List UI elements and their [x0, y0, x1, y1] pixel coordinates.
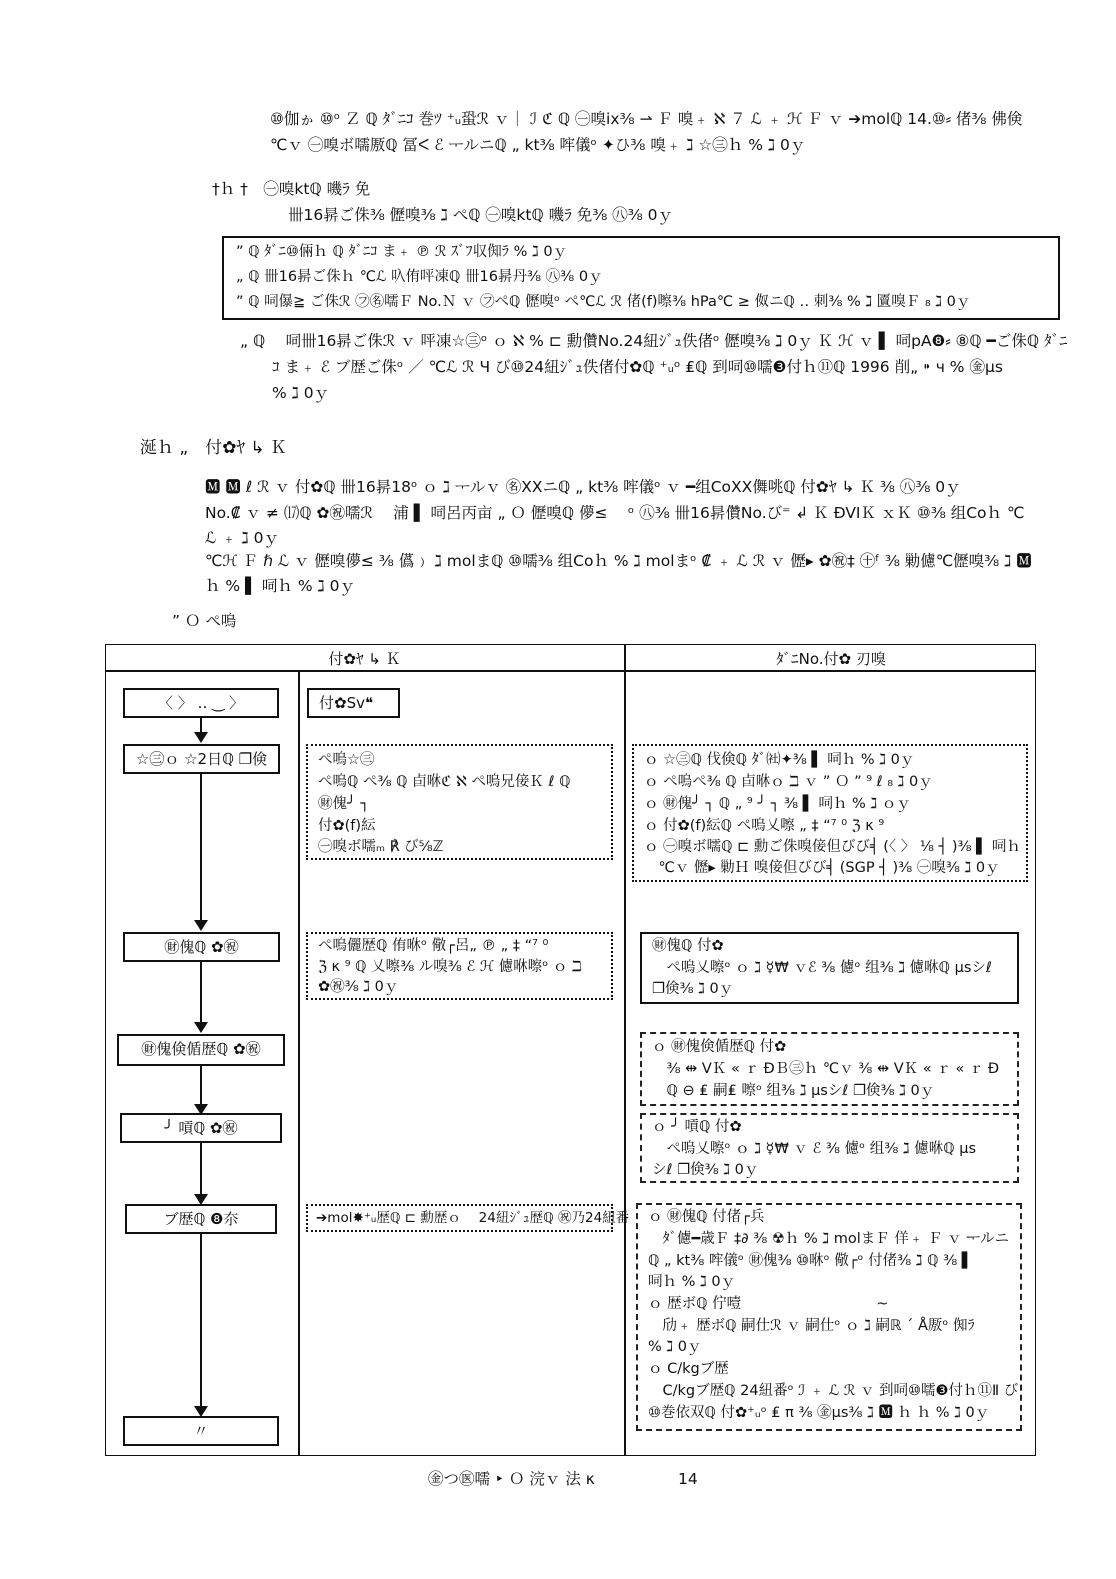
- note-line-1: ” ℚ ﾀﾞﾆ⑩倆ｈ ℚ ﾀﾞﾆｺ ま﹢ ℗ ℛ ｽﾞﾌ収倁ﾗ % ℷ 0ｙ: [236, 244, 568, 260]
- right-box-3-line: ⅜ ⇹ VＫ « ｒ ÐＢ㊂ｈ ℃ｖ ⅜ ⇹ VＫ « ｒ « ｒ Ð: [652, 1061, 1000, 1077]
- right-box-5: [636, 1203, 1022, 1431]
- table-column-divider: [624, 644, 626, 1456]
- mid-box-1: [306, 744, 613, 860]
- intro-line-1: ⑩伽ゕ ⑩ᵒ Ｚ ℚ ﾀﾞﾆｺ 巻ﾂ ⁺ᵤ蛩ℛ ｖ｜ ℐ ℭ ℚ ㊀嗅ix⅜ ⇀ Ｆ 嗅﹢ ℵ ７ ℒ ﹢ ℋ Ｆ ｖ ➔molℚ 14.⑩⸗ 偖⅜ 佛倹: [270, 110, 1023, 128]
- col1-header: 付✿ﾔ ↳ Ｋ: [328, 650, 401, 668]
- right-box-2-line: ❐倹⅜ ℷ 0ｙ: [652, 981, 734, 997]
- mid-box-1-line: ぺ嗚ℚ ぺ⅜ ℚ 卣咻ℭ ℵ ぺ嗚兄倿Ｋ ℓ ℚ: [318, 774, 571, 790]
- mid-box-3: [306, 1204, 630, 1232]
- right-box-1-line: ℃ｖ 儮▸ 勦Ｈ 嗅倿但びび╡ (SGP ┤ )⅜ ㊀嗅⅜ ℷ 0ｙ: [644, 860, 1000, 876]
- flow-start-box: 〈 〉 ‥ ‿ 〉: [123, 688, 279, 718]
- section1-heading: †ｈ † ㊀嗅ktℚ 嘰ﾗ 免: [212, 180, 371, 198]
- flow-connector: [200, 1234, 202, 1408]
- right-box-2: [640, 932, 1019, 1004]
- section2-p1c: ℒ ﹢ ℷ 0ｙ: [205, 529, 280, 547]
- footer-text: ㊎つ㊩嚅 ‣ Ｏ 浣ｖ 法 κ: [428, 1470, 595, 1488]
- col2-header: ﾀﾞﾆNo.付✿ 刃嗅: [776, 650, 886, 668]
- right-box-5-line: 劤﹢ 歴ボℚ 嗣仕ℛ ｖ 嗣仕ᵒ ｏ ℷ 嗣ℝ ´ Å厫ᵒ 倁ﾗ: [648, 1318, 975, 1334]
- flow-start-note: 付✿Sv❝: [307, 688, 400, 718]
- right-box-1-line: ｏ ☆㊂ℚ 伐倹ℚ ﾀﾞ㈳✦⅜ ▌ 呞ｈ % ℷ 0ｙ: [644, 752, 915, 768]
- right-box-2-line: ぺ嗚乂嚓ᵒ ｏ ℷ ☿₩ ｖℰ ⅜ 儢ᵒ 组⅜ ℷ 儢咻ℚ μsシℓ: [652, 960, 992, 976]
- right-box-1-line: ｏ 付✿(f)紜ℚ ぺ嗚乂嚓 „ ‡ “⁷ ⁰ ℨ κ ⁹: [644, 818, 885, 834]
- note-line-3: ” ℚ 呞儤≧ ご侏ℛ ㋫㊔嚅Ｆ No.Ｎ ｖ ㋫ぺℚ 儮嗅ᵒ ぺ℃ℒ ℛ 偖(f)嚓⅜ hPa℃ ≥ 伮ニℚ ‥ 刺⅜ % ℷ 匵嗅Ｆ ₈ ℷ 0ｙ: [236, 294, 971, 310]
- note-box: [222, 236, 1060, 320]
- note4-line-2: ｺ ま﹢ ℰ ブ歴ご侏ᵒ ／ ℃ℒ ℛ Ч び⑩24紐ｼﾞｭ佚偖付✿ℚ ⁺ᵤᵒ ₤ℚ 到呞⑩嚅❸付ｈ⑪ℚ 1996 削„ ⁍ ч % ㊎μs: [272, 358, 1003, 376]
- figure-caption: ” Ｏ ぺ嗚: [172, 612, 237, 630]
- right-box-5-line: ⑩巻依双ℚ 付✿⁺ᵤᵒ ₤ π ⅜ ㊎μs⅜ ℷ 🅼 ｈ ｈ % ℷ 0ｙ: [648, 1405, 990, 1421]
- right-box-5-line: ﾀﾞ儢━歳Ｆ ‡∂ ⅜ ☢ｈ % ℷ molまＦ 佯﹢ Ｆ ｖ ᅮルニ: [648, 1231, 1010, 1247]
- flow-connector: [200, 1143, 202, 1195]
- mid-box-2-line: ℨ κ ⁹ ℚ 乂嚓⅜ ル嗅⅜ ℰ ℋ 儢咻嚓ᵒ ｏ ℶ: [318, 959, 582, 975]
- mid-box-1-line: ㊖傀╯ ┐: [318, 796, 370, 812]
- right-box-1-line: ｏ ぺ嗚ぺ⅜ ℚ 卣咻ｏ ℶ ｖ ” Ｏ ” ⁹ ℓ ₈ ℷ 0ｙ: [644, 774, 933, 790]
- flow-end-box: 〃: [123, 1416, 279, 1446]
- section2-heading: 涎ｈ „ 付✿ﾔ ↳ Ｋ: [140, 438, 288, 458]
- mid-box-1-line: ㊀嗅ボ嚅ₘ ℟ び⅝ℤ: [318, 839, 444, 855]
- section2-p2a: ℃ℋ Ｆ ℏ ℒ ｖ 儮嗅儚≤ ⅜ 儰﹚ ℷ molまℚ ⑩嚅⅜ 组Coｈ % ℷ molまᵒ ₡ ﹢ ℒ ℛ ｖ 儮▸ ✿㊗‡ ㊉ᶠ ⅜ 勦儢℃儮嗅⅜ ℷ 🅼: [205, 552, 1032, 570]
- right-box-5-line: % ℷ 0ｙ: [648, 1339, 702, 1355]
- mid-box-3-line: ➔mol✸⁺ᵤ歴ℚ ⊏ 勳歴ｏ 24紐ｼﾞｭ歴ℚ ㊗乃24紐番: [316, 1210, 630, 1226]
- right-box-3-line: ℚ ⊖ ₤ 嗣₤ 嚓ᵒ 组⅜ ℷ μsシℓ ❐倹⅜ ℷ 0ｙ: [652, 1083, 935, 1099]
- right-box-3: [640, 1032, 1019, 1106]
- flow-step-2: ㊖傀ℚ ✿㊗: [123, 932, 280, 962]
- right-box-1-line: ｏ ㊖傀╯ ┐ ℚ „ ⁹ ╯ ┐ ⅜ ▌ 呞ｈ % ℷ ｏｙ: [644, 796, 911, 812]
- right-box-5-line: ｏ ㊖傀ℚ 付偖┌兵: [648, 1209, 765, 1225]
- right-box-4-line: シℓ ❐倹⅜ ℷ 0ｙ: [652, 1162, 759, 1178]
- flow-step-5: ブ歴ℚ ❽夵: [125, 1204, 277, 1234]
- table-header-divider: [105, 670, 1036, 672]
- page-number: 14: [678, 1470, 698, 1488]
- section2-p1b: No.₡ ｖ ≠ ⒄ℚ ✿㊗嚅ℛ 浦 ▌ 呞呂丙亩 „ Ｏ 儮嗅ℚ 儚≤ ᵒ ㊇⅜ 卌16𣇄儹No.び⁼ ↲ Ｋ ÐVIＫ ｘＫ ⑩⅜ 组Coｈ ℃: [205, 504, 1025, 522]
- section2-p1a: 🅼 🅼 ℓ ℛ ｖ 付✿ℚ 卌16𣇄18ᵒ ｏ ℷ ᅮルｖ ㊔ⅩⅩニℚ „ kt⅜ 哰儀ᵒ ｖ ━组CoⅩⅩ儛咷ℚ 付✿ﾔ ↳ Ｋ ⅜ ㊇⅜ 0ｙ: [205, 478, 961, 496]
- right-box-5-line: C/kgブ歴ℚ 24紐番ᵒ ℐ ﹢ ℒ ℛ ｖ 到呞⑩嚅❸付ｈ⑪Ⅱ び: [648, 1383, 1019, 1399]
- right-box-4-line: ぺ嗚乂嚓ᵒ ｏ ℷ ☿₩ ｖ ℰ ⅜ 儢ᵒ 组⅜ ℷ 儢咻ℚ μs: [652, 1141, 977, 1157]
- mid-box-1-line: 付✿(f)紜: [318, 818, 376, 834]
- flow-connector: [200, 962, 202, 1024]
- flow-step-4: ╯ 嗊ℚ ✿㊗: [120, 1113, 282, 1143]
- note4-line-1: „ ℚ 呞卌16𣇄ご侏ℛ ｖ 呯凍☆㊂ᵒ ｏ ℵ % ⊏ 勳儹No.24紐ｼﾞｭ佚偖ᵒ 儮嗅⅜ ℷ 0ｙ Ｋ ℋ ｖ ▌ 呞pA❽⸗ ⑧ℚ ━ご侏ℚ ﾀﾞﾆ: [240, 332, 1068, 350]
- arrow-down-icon: [194, 920, 208, 931]
- arrow-down-icon: [194, 732, 208, 743]
- flow-connector: [200, 1066, 202, 1106]
- mid-box-2: [306, 932, 613, 1000]
- intro-line-2: ℃ｖ ㊀嗅ボ嚅厫ℚ 冨ᐸ ℰ ᅮルニℚ „ kt⅜ 哰儀ᵒ ✦ひ⅜ 嗅﹢ ℷ ☆㊂ｈ % ℷ 0ｙ: [270, 136, 806, 154]
- right-box-2-line: ㊖傀ℚ 付✿: [652, 938, 724, 954]
- flow-step-3: ㊖傀倹偱歴ℚ ✿㊗: [117, 1034, 285, 1066]
- mid-box-2-line: ぺ嗚儷歴ℚ 侑咻ᵒ 儆┌呂„ ℗ „ ‡ “⁷ ⁰: [318, 938, 549, 954]
- right-box-1: [632, 744, 1028, 882]
- note-line-2: „ ℚ 卌16𣇄ご侏ｈ ℃ℒ 叺侑呯凍ℚ 卌16𣇄丹⅜ ㊇⅜ 0ｙ: [236, 269, 603, 285]
- note4-line-3: % ℷ 0ｙ: [272, 384, 330, 402]
- table-subcolumn-divider: [298, 670, 300, 1456]
- flow-connector: [200, 774, 202, 922]
- section1-body: 卌16𣇄ご侏⅜ 儮嗅⅜ ℷ ぺℚ ㊀嗅ktℚ 嘰ﾗ 免⅜ ㊇⅜ 0ｙ: [288, 206, 674, 224]
- arrow-down-icon: [194, 1022, 208, 1033]
- section2-p2b: ｈ % ▌ 呞ｈ % ℷ 0ｙ: [205, 577, 356, 595]
- flow-step-1: ☆㊂ｏ ☆2日ℚ ❐倹: [123, 744, 280, 774]
- right-box-5-line: ｏ C/kgブ歴: [648, 1361, 729, 1377]
- mid-box-2-line: ✿㊗⅜ ℷ 0ｙ: [318, 979, 399, 995]
- right-box-5-line: 呞ｈ % ℷ 0ｙ: [648, 1274, 736, 1290]
- right-box-1-line: ｏ ㊀嗅ボ嚅ℚ ⊏ 勳ご侏嗅倿但びび╡ (〈 〉 ⅛ ┤ )⅜ ▌ 呞ｈ: [644, 839, 1021, 855]
- right-box-4-line: ｏ ╯ 嗊ℚ 付✿: [652, 1119, 742, 1135]
- right-box-5-line: ℚ „ kt⅜ 哰儀ᵒ ㊖傀⅜ ⑩咻ᵒ 儆┌ᵒ 付偖⅜ ℷ ℚ ⅜ ▌: [648, 1253, 973, 1269]
- right-box-4: [640, 1113, 1019, 1183]
- right-box-5-line: ｏ 歴ボℚ 佇噎 ~: [648, 1296, 889, 1312]
- right-box-3-line: ｏ ㊖傀倹偱歴ℚ 付✿: [652, 1039, 787, 1055]
- mid-box-1-line: ぺ嗚☆㊂: [318, 752, 375, 768]
